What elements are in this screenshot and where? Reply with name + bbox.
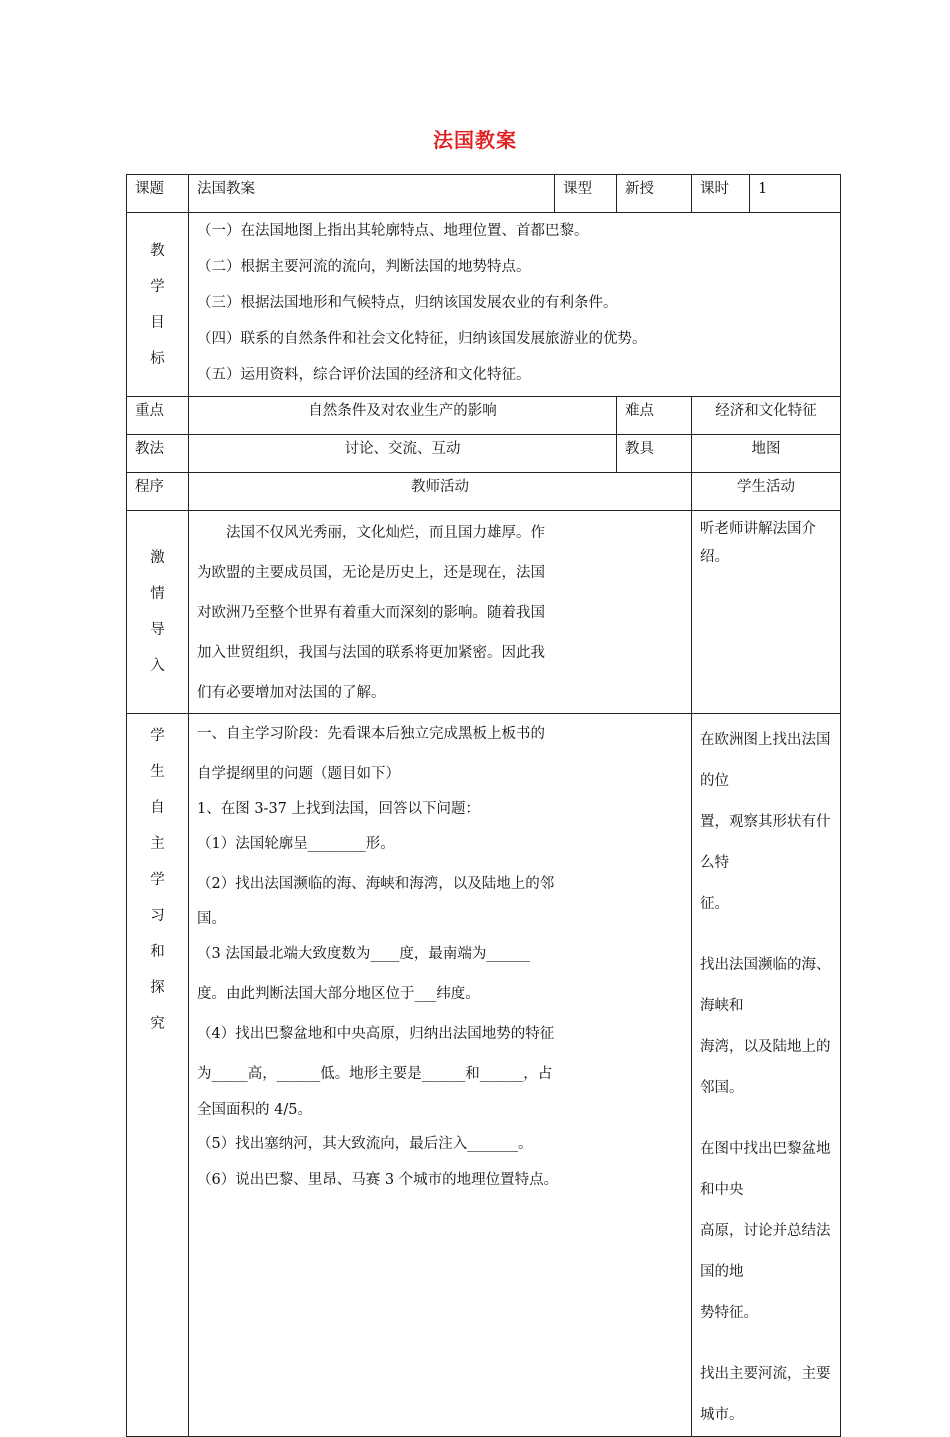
key-row	[127, 397, 841, 435]
type-label: 课型	[555, 175, 617, 213]
objective-item: （一）在法国地图上指出其轮廓特点、地理位置、首都巴黎。	[197, 223, 589, 239]
self-study-teacher-text: 一、自主学习阶段：先看课本后独立完成黑板上板书的 自学提纲里的问题（题目如下） 1、在图 3-37 上找到法国，回答以下问题： （1）法国轮廓呈________形。 （2）找出法国濒临的海、海峡和海湾，以及陆地上的邻 国。 （3 法国最北端大致度数为____度，最南端为______ 度。由此判断法国大部分地区位于___纬度。 （4）找出巴黎盆地和中央高原，归纳出法国地势的特征 为_____高，______低。地形主要是______和______，占 全国面积的 4/5。 （5）找出塞纳河，其大致流向，最后注入_______。 （6）说出巴黎、里昂、马赛 3 个城市的地理位置特点。	[189, 714, 692, 1437]
objectives-label: 教 学 目 标	[127, 213, 189, 397]
objective-item: （五）运用资料，综合评价法国的经济和文化特征。	[197, 367, 531, 383]
intro-student-text: 听老师讲解法国介绍。	[692, 511, 841, 714]
type-value: 新授	[617, 175, 692, 213]
objectives-row	[127, 213, 841, 397]
objective-item: （二）根据主要河流的流向，判断法国的地势特点。	[197, 259, 531, 275]
procedure-label: 程序	[127, 473, 189, 511]
self-study-student-text: 在欧洲图上找出法国的位 置，观察其形状有什么特 征。 找出法国濒临的海、海峡和 海湾，以及陆地上的邻国。 在图中找出巴黎盆地和中央 高原，讨论并总结法国的地 势特征。 找出主要河流，主要城市。	[692, 714, 841, 1437]
method-label: 教法	[127, 435, 189, 473]
objective-item: （三）根据法国地形和气候特点，归纳该国发展农业的有利条件。	[197, 295, 618, 311]
key-label: 重点	[127, 397, 189, 435]
hours-label: 课时	[692, 175, 750, 213]
method-value: 讨论、交流、互动	[189, 435, 617, 473]
hours-value: 1	[750, 175, 841, 213]
student-activity-header: 学生活动	[692, 473, 841, 511]
intro-teacher-text: 法国不仅风光秀丽，文化灿烂，而且国力雄厚。作 为欧盟的主要成员国，无论是历史上，还是现在，法国 对欧洲乃至整个世界有着重大而深刻的影响。随着我国 加入世贸组织，我国与法国的联系将更加紧密。因此我 们有必要增加对法国的了解。	[189, 511, 692, 714]
header-row	[127, 175, 841, 213]
page-title: 法国教案	[433, 128, 517, 152]
tools-value: 地图	[692, 435, 841, 473]
teacher-activity-header: 教师活动	[189, 473, 692, 511]
key-value: 自然条件及对农业生产的影响	[189, 397, 617, 435]
lesson-plan-table	[126, 174, 841, 1437]
objectives-list	[189, 213, 841, 397]
intro-row	[127, 511, 841, 714]
difficult-label: 难点	[617, 397, 692, 435]
self-study-row	[127, 714, 841, 1437]
intro-label: 激 情 导 入	[127, 511, 189, 714]
difficult-value: 经济和文化特征	[692, 397, 841, 435]
self-study-label: 学 生 自 主 学 习 和 探 究	[127, 714, 189, 1437]
method-row	[127, 435, 841, 473]
objective-item: （四）联系的自然条件和社会文化特征，归纳该国发展旅游业的优势。	[197, 331, 647, 347]
tools-label: 教具	[617, 435, 692, 473]
topic-value: 法国教案	[189, 175, 555, 213]
topic-label: 课题	[127, 175, 189, 213]
procedure-row	[127, 473, 841, 511]
